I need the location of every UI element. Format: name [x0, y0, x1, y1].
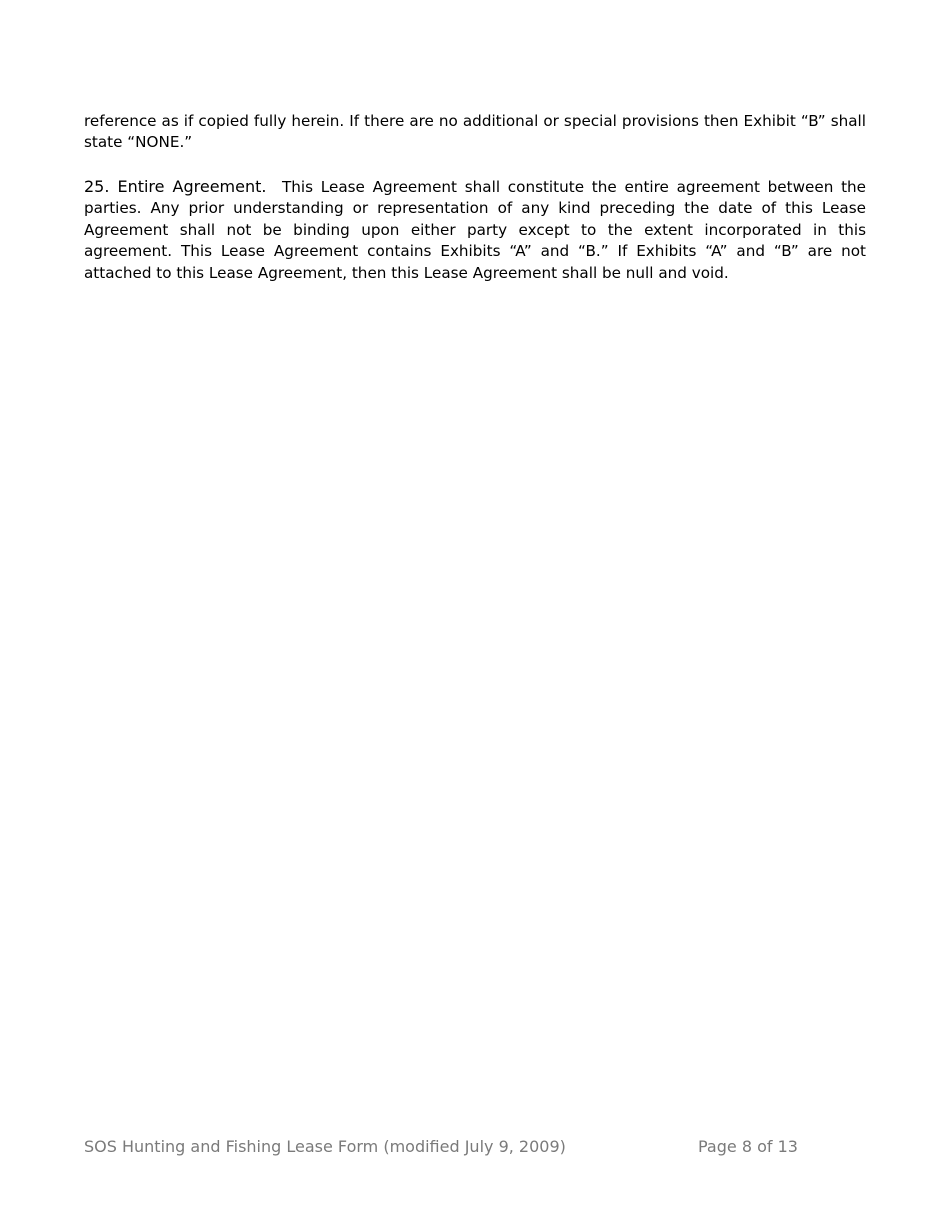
section-25-heading: 25. Entire Agreement.	[84, 177, 267, 196]
footer-form-title: SOS Hunting and Fishing Lease Form (modified July 9, 2009)	[84, 1137, 566, 1156]
footer-page-number: Page 8 of 13	[698, 1137, 798, 1156]
section-25-paragraph	[84, 176, 866, 284]
section-25-body: This Lease Agreement shall constitute the entire agreement between the parties. Any prior understanding or representation of any kind preceding the date of this Lease Agreement shall not be binding upon either party except to the extent incorporated in this agreement. This Lease Agreement contains Exhibits “A” and “B.” If Exhibits “A” and “B” are not attached to this Lease Agreement, then this Lease Agreement shall be null and void.	[84, 178, 867, 282]
paragraph-continuation: reference as if copied fully herein. If there are no additional or special provisions then Exhibit “B” shall state “NONE.”	[84, 112, 866, 152]
